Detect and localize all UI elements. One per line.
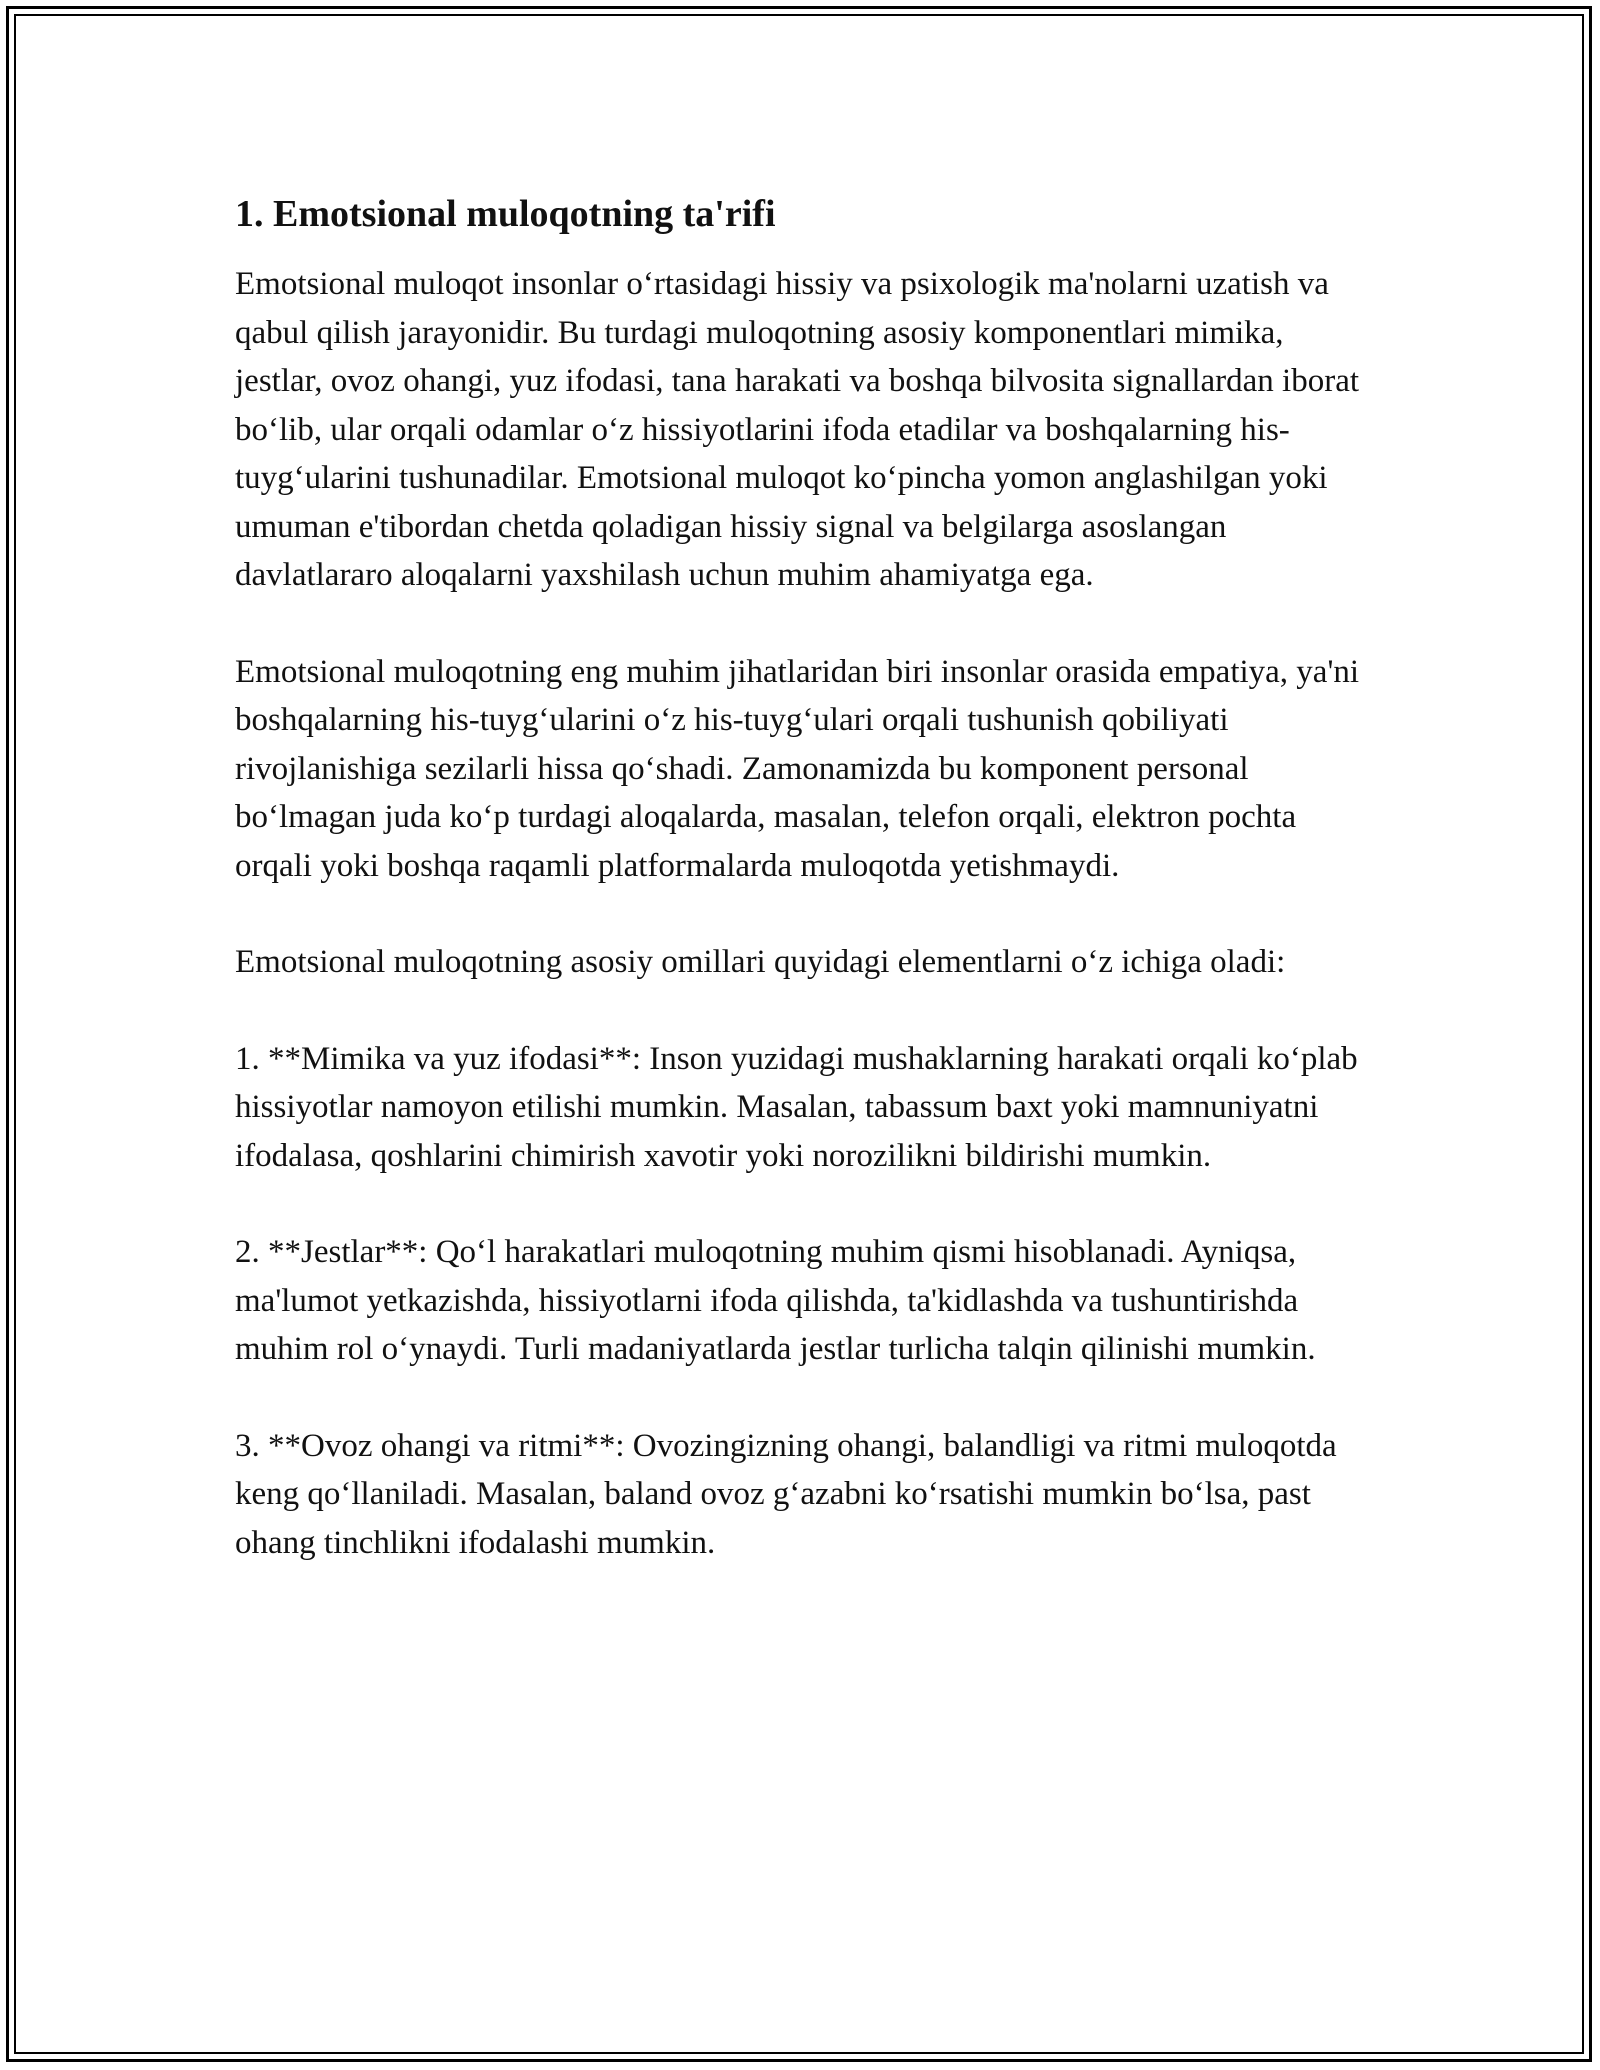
list-item-jestlar: 2. **Jestlar**: Qo‘l harakatlari muloqotning muhim qismi hisoblanadi. Ayniqsa, ma'lumot yetkazishda, hissiyotlarni ifoda qilishda, ta'kidlashda va tushuntirishda muhim rol o‘ynaydi. Turli madaniyatlarda jestlar turlicha talqin qilinishi mumkin.	[235, 1234, 1316, 1367]
paragraph-empathy: Emotsional muloqotning eng muhim jihatlaridan biri insonlar orasida empatiya, ya'ni boshqalarning his-tuyg‘ularini o‘z his-tuyg‘ulari orqali tushunish qobiliyati rivojlanishiga sezilarli hissa qo‘shadi. Zamonamizda bu komponent personal bo‘lmagan juda ko‘p turdagi aloqalarda, masalan, telefon orqali, elektron pochta orqali yoki boshqa raqamli platformalarda muloqotda yetishmaydi.	[235, 653, 1360, 884]
list-item-mimika: 1. **Mimika va yuz ifodasi**: Inson yuzidagi mushaklarning harakati orqali ko‘plab hissiyotlar namoyon etilishi mumkin. Masalan, tabassum baxt yoki mamnuniyatni ifodalasa, qoshlarini chimirish xavotir yoki norozilikni bildirishi mumkin.	[235, 1040, 1358, 1174]
paragraph-definition: Emotsional muloqot insonlar o‘rtasidagi hissiy va psixologik ma'nolarni uzatish va qabul qilish jarayonidir. Bu turdagi muloqotning asosiy komponentlari mimika, jestlar, ovoz ohangi, yuz ifodasi, tana harakati va boshqa bilvosita signallardan iborat bo‘lib, ular orqali odamlar o‘z hissiyotlarini ifoda etadilar va boshqalarning his-tuyg‘ularini tushunadilar. Emotsional muloqot ko‘pincha yomon anglashilgan yoki umuman e'tibordan chetda qoladigan hissiy signal va belgilarga asoslangan davlatlararo aloqalarni yaxshilash uchun muhim ahamiyatga ega.	[235, 266, 1360, 593]
document-body	[235, 188, 1365, 1615]
list-item-ovoz-ohangi: 3. **Ovoz ohangi va ritmi**: Ovozingizning ohangi, balandligi va ritmi muloqotda keng qo‘llaniladi. Masalan, baland ovoz g‘azabni ko‘rsatishi mumkin bo‘lsa, past ohang tinchlikni ifodalashi mumkin.	[235, 1427, 1337, 1561]
section-heading: 1. Emotsional muloqotning ta'rifi	[235, 193, 776, 235]
paragraph-factors-intro: Emotsional muloqotning asosiy omillari quyidagi elementlarni o‘z ichiga oladi:	[235, 944, 1286, 980]
